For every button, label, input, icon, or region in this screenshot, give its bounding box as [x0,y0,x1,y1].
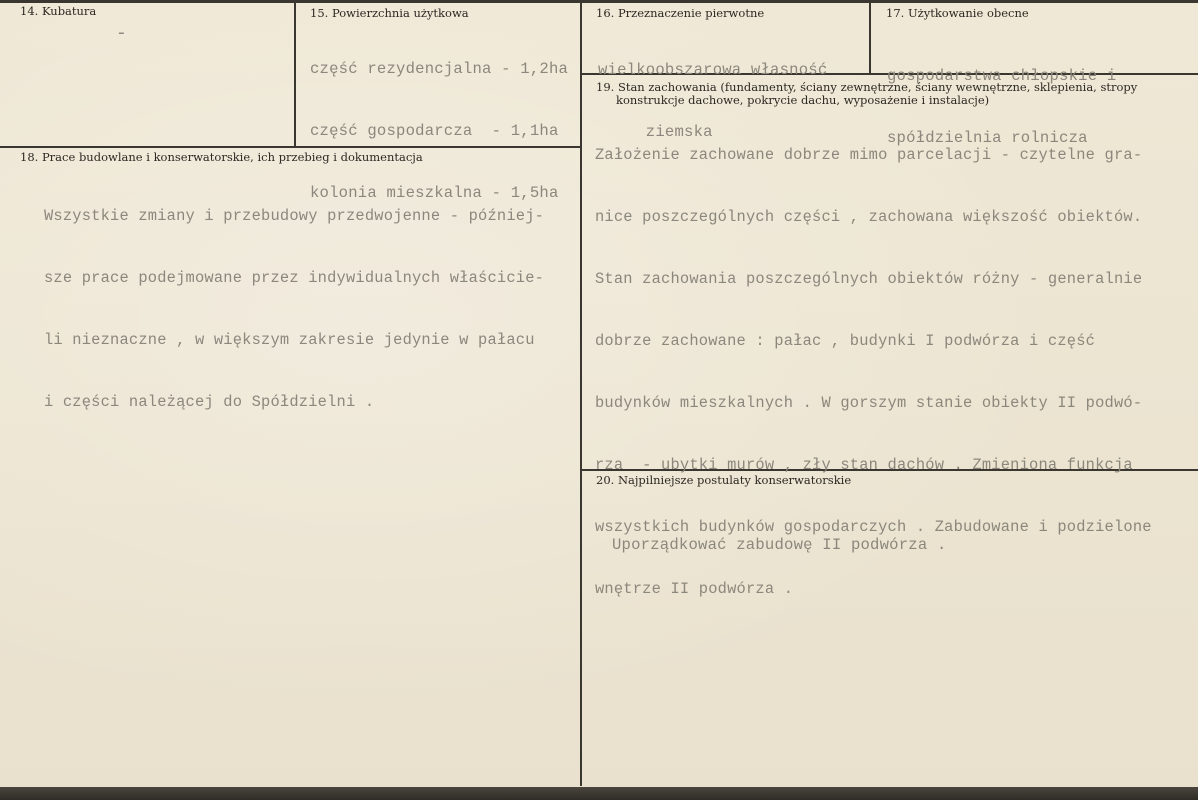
field-19-line: wnętrze II podwórza . [595,580,794,598]
field-19-line: Stan zachowania poszczególnych obiektów różny - generalnie [595,270,1143,288]
field-19-label-line2: konstrukcje dachowe, pokrycie dachu, wyposażenie i instalacje) [616,93,990,107]
field-15-line: kolonia mieszkalna - 1,5ha [310,184,559,202]
field-20-value [612,496,947,594]
field-15-label: 15. Powierzchnia użytkowa [310,6,469,20]
field-17-line: gospodarstwa chłopskie i [887,67,1117,85]
field-18-value [44,167,544,451]
field-18-label: 18. Prace budowlane i konserwatorskie, ich przebieg i dokumentacja [20,150,423,164]
field-20-label: 20. Najpilniejsze postulaty konserwatorskie [596,473,852,487]
field-19-line: wszystkich budynków gospodarczych . Zabudowane i podzielone [595,518,1152,536]
field-16-label: 16. Przeznaczenie pierwotne [596,6,765,20]
field-19-label-line1: 19. Stan zachowania (fundamenty, ściany zewnętrzne, ściany wewnętrzne, sklepienia, stropy [596,80,1138,94]
field-16-line: wielkoobszarowa własność [598,61,828,79]
divider-14-15 [294,0,296,146]
field-18-line: Wszystkie zmiany i przebudowy przedwojenne - później- [44,207,545,225]
field-19-line: nice poszczególnych części , zachowana większość obiektów. [595,208,1143,226]
field-19-line: dobrze zachowane : pałac , budynki I podwórza i część [595,332,1096,350]
top-border [0,0,1198,3]
field-15-line: część rezydencjalna - 1,2ha [310,60,569,78]
field-20-line: Uporządkować zabudowę II podwórza . [612,536,947,554]
divider-16-17 [869,0,871,74]
field-17-label: 17. Użytkowanie obecne [886,6,1029,20]
field-14-label: 14. Kubatura [20,4,97,18]
field-16-line: ziemska [598,123,713,141]
divider-15-16 [580,0,582,786]
field-18-line: sze prace podejmowane przez indywidualnych właścicie- [44,269,545,287]
field-15-line: część gospodarcza - 1,1ha [310,122,559,140]
field-17-line: spółdzielnia rolnicza [887,129,1088,147]
field-18-line: i części należącej do Spółdzielni . [44,393,375,411]
field-19-line: Założenie zachowane dobrze mimo parcelacji - czytelne gra- [595,146,1143,164]
field-19-line: rza - ubytki murów , zły stan dachów . Zmieniona funkcja [595,456,1133,474]
bottom-edge [0,787,1198,800]
field-14-value: - [116,24,127,44]
field-19-line: budynków mieszkalnych . W gorszym stanie obiekty II podwó- [595,394,1143,412]
field-18-line: li nieznaczne , w większym zakresie jedynie w pałacu [44,331,535,349]
